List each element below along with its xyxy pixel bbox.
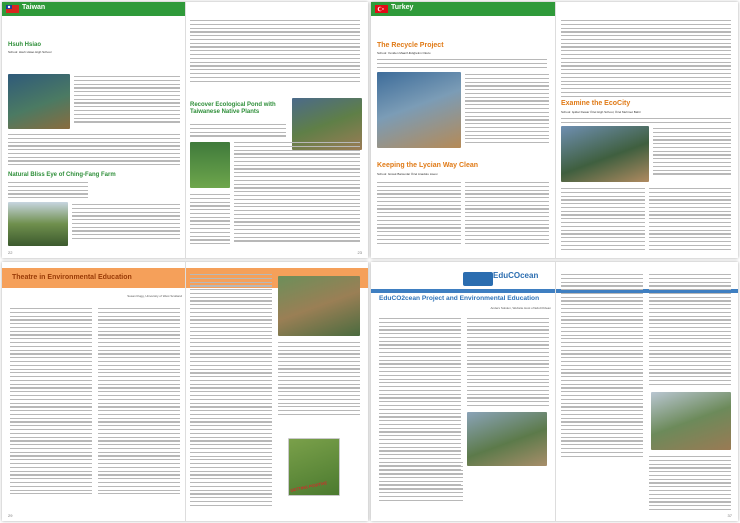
- photo-edu-students-2: [651, 392, 731, 450]
- taiwan-flag-icon: [6, 5, 19, 13]
- article-title-educocean: EduCO2cean Project and Environmental Education: [379, 295, 540, 302]
- byline-theatre: Susan Rugg, University of West Scotland: [127, 294, 182, 298]
- body-text-eco-city-2: [561, 188, 645, 252]
- country-label-taiwan: Taiwan: [22, 4, 46, 11]
- body-text-lycian: [377, 182, 461, 246]
- body-text-edu-col4: [649, 274, 731, 387]
- meta-recover-ecology: [190, 124, 286, 139]
- body-text-edu-col4b: [649, 456, 731, 513]
- body-text-recover-ecology-2: [190, 194, 230, 247]
- country-label-turkey: Turkey: [391, 4, 414, 11]
- body-text-right-top: [190, 20, 360, 84]
- body-text-lycian-2: [465, 182, 549, 246]
- meta-eco-city-extra: [561, 118, 731, 126]
- body-text-theatre-col4: [278, 342, 360, 418]
- section-meta-recycle: School: Yeniden Maarif-Ilköğretim Okulu: [377, 51, 431, 55]
- spread-theatre: [2, 262, 368, 521]
- spread-educocean: [371, 262, 738, 521]
- section-title-eco-city: Examine the EcoCity: [561, 100, 631, 107]
- body-text-recover-ecology: [234, 142, 360, 244]
- body-text-recycle: [465, 74, 549, 146]
- body-text-theatre-col3: [190, 274, 272, 508]
- photo-recycle-students: [377, 72, 461, 148]
- page-number: 29: [8, 513, 13, 518]
- photo-school-children: [8, 74, 70, 129]
- body-text-edu-col2: [467, 318, 549, 409]
- section-title-recycle: The Recycle Project: [377, 42, 444, 49]
- article-title-theatre: Theatre in Environmental Education: [12, 274, 132, 281]
- body-text-edu-col3: [561, 274, 643, 459]
- body-text-hsuh-2: [8, 134, 180, 168]
- section-title-recover-ecology: Recover Ecological Pond with Taiwanese Native Plants: [190, 102, 276, 115]
- photo-native-plants: [190, 142, 230, 188]
- section-title-lycian-way: Keeping the Lycian Way Clean: [377, 162, 479, 169]
- page-number: 23: [357, 250, 362, 255]
- photo-eco-city-students: [561, 126, 649, 182]
- section-meta-eco-city: School: Işıklar Dewar Özel High School, Özel Mehmet Bahir: [561, 110, 641, 114]
- meta-natural-bliss: [8, 182, 88, 201]
- body-text-turkey-right: [561, 20, 731, 99]
- section-title-natural-bliss: Natural Bliss Eye of Ching-Fang Farm: [8, 172, 116, 178]
- meta-recycle-extra: [377, 59, 547, 70]
- photo-edu-students-1: [467, 412, 547, 466]
- byline-educocean: Anders Solstun, Website Host of EduCO2ean: [490, 306, 551, 310]
- educocean-logo-icon: [463, 272, 493, 286]
- body-text-natural-bliss: [72, 204, 180, 242]
- page-spine: [185, 2, 186, 258]
- educocean-logo-text: EduCOcean: [493, 271, 539, 280]
- spread-turkey: [371, 2, 738, 258]
- section-meta-lycian: School: Göcek Barsunlar Özel Anadolu Lisesi: [377, 172, 438, 176]
- page-spine: [555, 262, 556, 521]
- photo-theatre-performance: [278, 276, 360, 336]
- body-text-eco-city: [653, 128, 731, 177]
- body-text-theatre-col1: [10, 308, 92, 497]
- turkey-flag-icon: [375, 5, 388, 13]
- page-number: 22: [8, 250, 13, 255]
- body-text-edu-col1b: [379, 462, 463, 504]
- section-meta-hsuh: School: Hsuh Hsiao High School: [8, 50, 52, 54]
- photo-caption: GETTING POSITIVE: [289, 480, 328, 493]
- section-title-hsuh-hsiao: Hsuh Hsiao: [8, 42, 42, 48]
- body-text-eco-city-3: [649, 188, 731, 252]
- page-number: 37: [727, 513, 732, 518]
- body-text-theatre-col2: [98, 308, 180, 497]
- spread-taiwan: [2, 2, 368, 258]
- page-spine: [185, 262, 186, 521]
- photo-farm-children: [8, 202, 68, 246]
- page-spine: [555, 2, 556, 258]
- body-text-hsuh: [74, 76, 180, 125]
